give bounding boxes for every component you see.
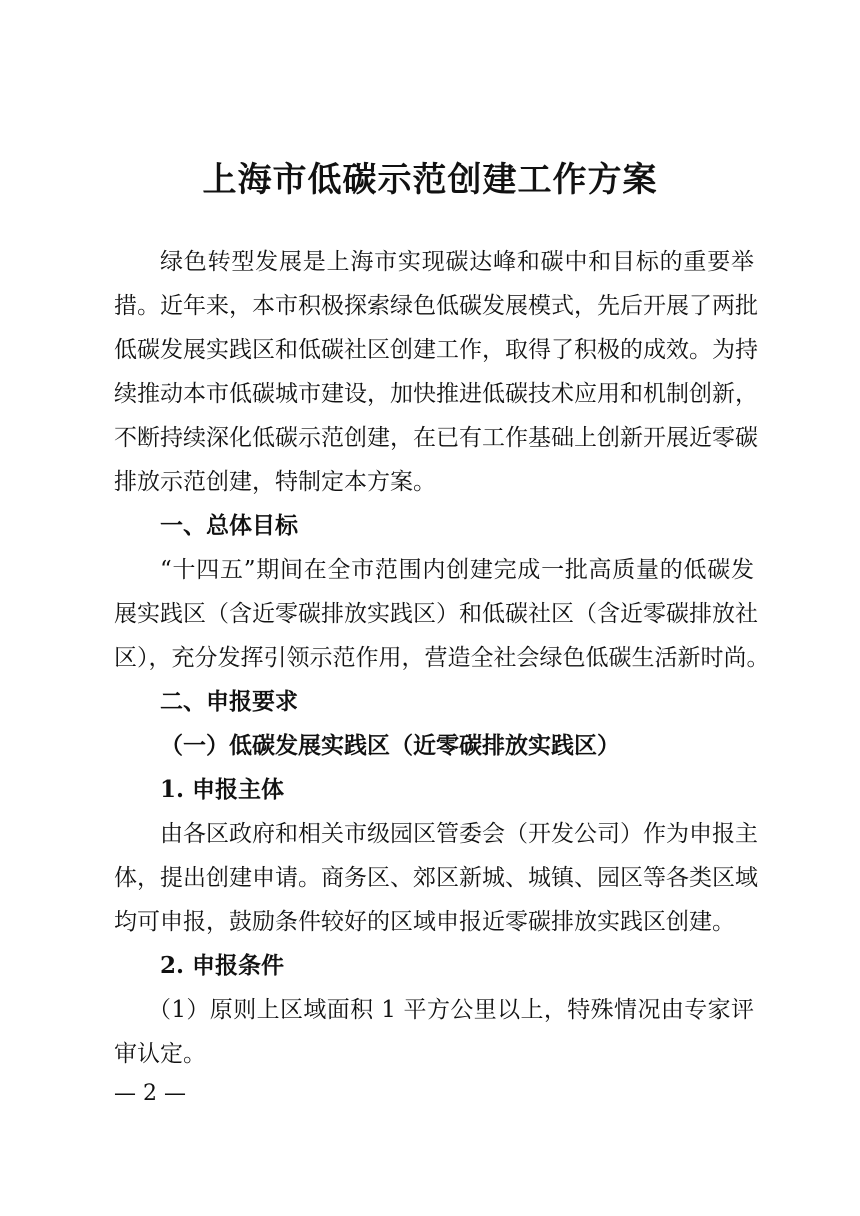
item2-line: 审认定。	[114, 1041, 206, 1067]
intro-line: 绿色转型发展是上海市实现碳达峰和碳中和目标的重要举	[160, 249, 754, 275]
intro-line: 排放示范创建，特制定本方案。	[114, 469, 436, 495]
page-title: 上海市低碳示范创建工作方案	[202, 160, 658, 200]
page-number: — 2 —	[114, 1081, 186, 1106]
section-heading-overall-goal: 一、总体目标	[160, 513, 298, 539]
item-heading-conditions: 2. 申报条件	[160, 952, 285, 979]
section1-line: 区），充分发挥引领示范作用，营造全社会绿色低碳生活新时尚。	[114, 645, 770, 671]
section1-line: 展实践区（含近零碳排放实践区）和低碳社区（含近零碳排放社	[114, 601, 758, 627]
item1-line: 由各区政府和相关市级园区管委会（开发公司）作为申报主	[160, 821, 758, 847]
intro-line: 不断持续深化低碳示范创建，在已有工作基础上创新开展近零碳	[114, 425, 758, 451]
section-heading-requirements: 二、申报要求	[160, 689, 298, 715]
intro-line: 低碳发展实践区和低碳社区创建工作，取得了积极的成效。为持	[114, 337, 758, 363]
item1-line: 体，提出创建申请。商务区、郊区新城、城镇、园区等各类区域	[114, 865, 758, 891]
subsection-heading: （一）低碳发展实践区（近零碳排放实践区）	[160, 732, 620, 759]
item1-line: 均可申报，鼓励条件较好的区域申报近零碳排放实践区创建。	[114, 909, 735, 935]
intro-line: 续推动本市低碳城市建设，加快推进低碳技术应用和机制创新，	[114, 381, 758, 407]
item-heading-applicant: 1. 申报主体	[160, 776, 285, 803]
intro-line: 措。近年来，本市积极探索绿色低碳发展模式，先后开展了两批	[114, 293, 758, 319]
section1-line: “十四五”期间在全市范围内创建完成一批高质量的低碳发	[160, 557, 754, 583]
item2-line: （1）原则上区域面积 1 平方公里以上，特殊情况由专家评	[148, 997, 754, 1023]
